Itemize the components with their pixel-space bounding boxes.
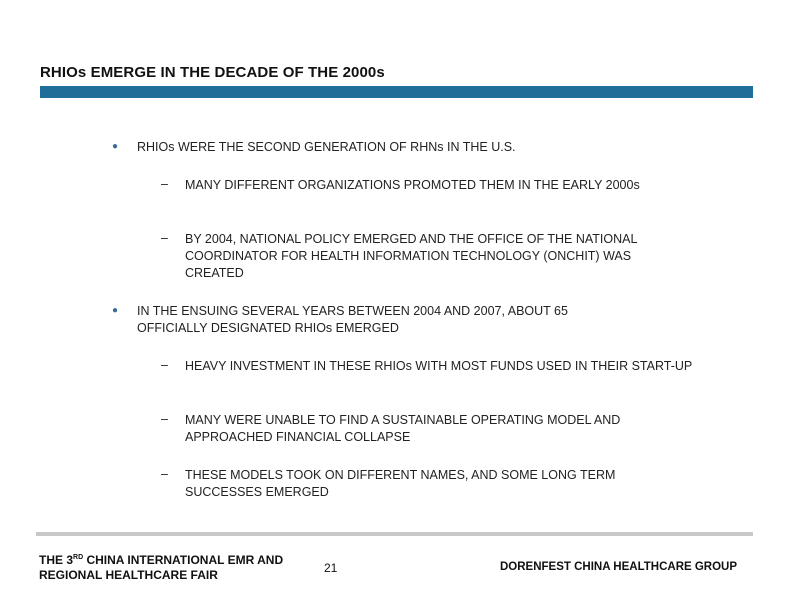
- page-number: 21: [324, 561, 338, 575]
- footer-event-line1-prefix: THE 3: [39, 553, 74, 567]
- title-underline-bar: [40, 86, 753, 98]
- subbullet-text: MANY DIFFERENT ORGANIZATIONS PROMOTED THEM IN THE EARLY 2000s: [185, 178, 640, 192]
- bullet-text: IN THE ENSUING SEVERAL YEARS BETWEEN 2004 AND 2007, ABOUT 65 OFFICIALLY DESIGNATED RHIOs EMERGED: [137, 304, 568, 335]
- subbullet-dash: –: [161, 467, 168, 481]
- footer-event-name: [39, 553, 309, 583]
- footer-organization: DORENFEST CHINA HEALTHCARE GROUP: [500, 561, 738, 573]
- bullet-marker: ●: [112, 305, 119, 316]
- bullet-marker: ●: [112, 141, 119, 152]
- footer-divider: [36, 532, 753, 536]
- subbullet-text: MANY WERE UNABLE TO FIND A SUSTAINABLE OPERATING MODEL AND APPROACHED FINANCIAL COLLAPSE: [185, 413, 621, 444]
- subbullet-text: HEAVY INVESTMENT IN THESE RHIOs WITH MOST FUNDS USED IN THEIR START-UP: [185, 359, 693, 373]
- subbullet-dash: –: [161, 358, 168, 372]
- bullet-text: RHIOs WERE THE SECOND GENERATION OF RHNs IN THE U.S.: [137, 140, 516, 154]
- slide-title: RHIOs EMERGE IN THE DECADE OF THE 2000s: [40, 64, 385, 81]
- footer-event-line2: REGIONAL HEALTHCARE FAIR: [39, 568, 218, 582]
- footer-event-ordinal: RD: [73, 554, 84, 561]
- subbullet-dash: –: [161, 177, 168, 191]
- footer-event-line1-suffix: CHINA INTERNATIONAL EMR AND: [83, 553, 284, 567]
- subbullet-dash: –: [161, 231, 168, 245]
- subbullet-text: THESE MODELS TOOK ON DIFFERENT NAMES, AND SOME LONG TERM SUCCESSES EMERGED: [185, 468, 616, 499]
- subbullet-text: BY 2004, NATIONAL POLICY EMERGED AND THE OFFICE OF THE NATIONAL COORDINATOR FOR HEALTH INFORMATION TECHNOLOGY (ONCHIT) WAS CREATED: [185, 232, 637, 280]
- subbullet-dash: –: [161, 412, 168, 426]
